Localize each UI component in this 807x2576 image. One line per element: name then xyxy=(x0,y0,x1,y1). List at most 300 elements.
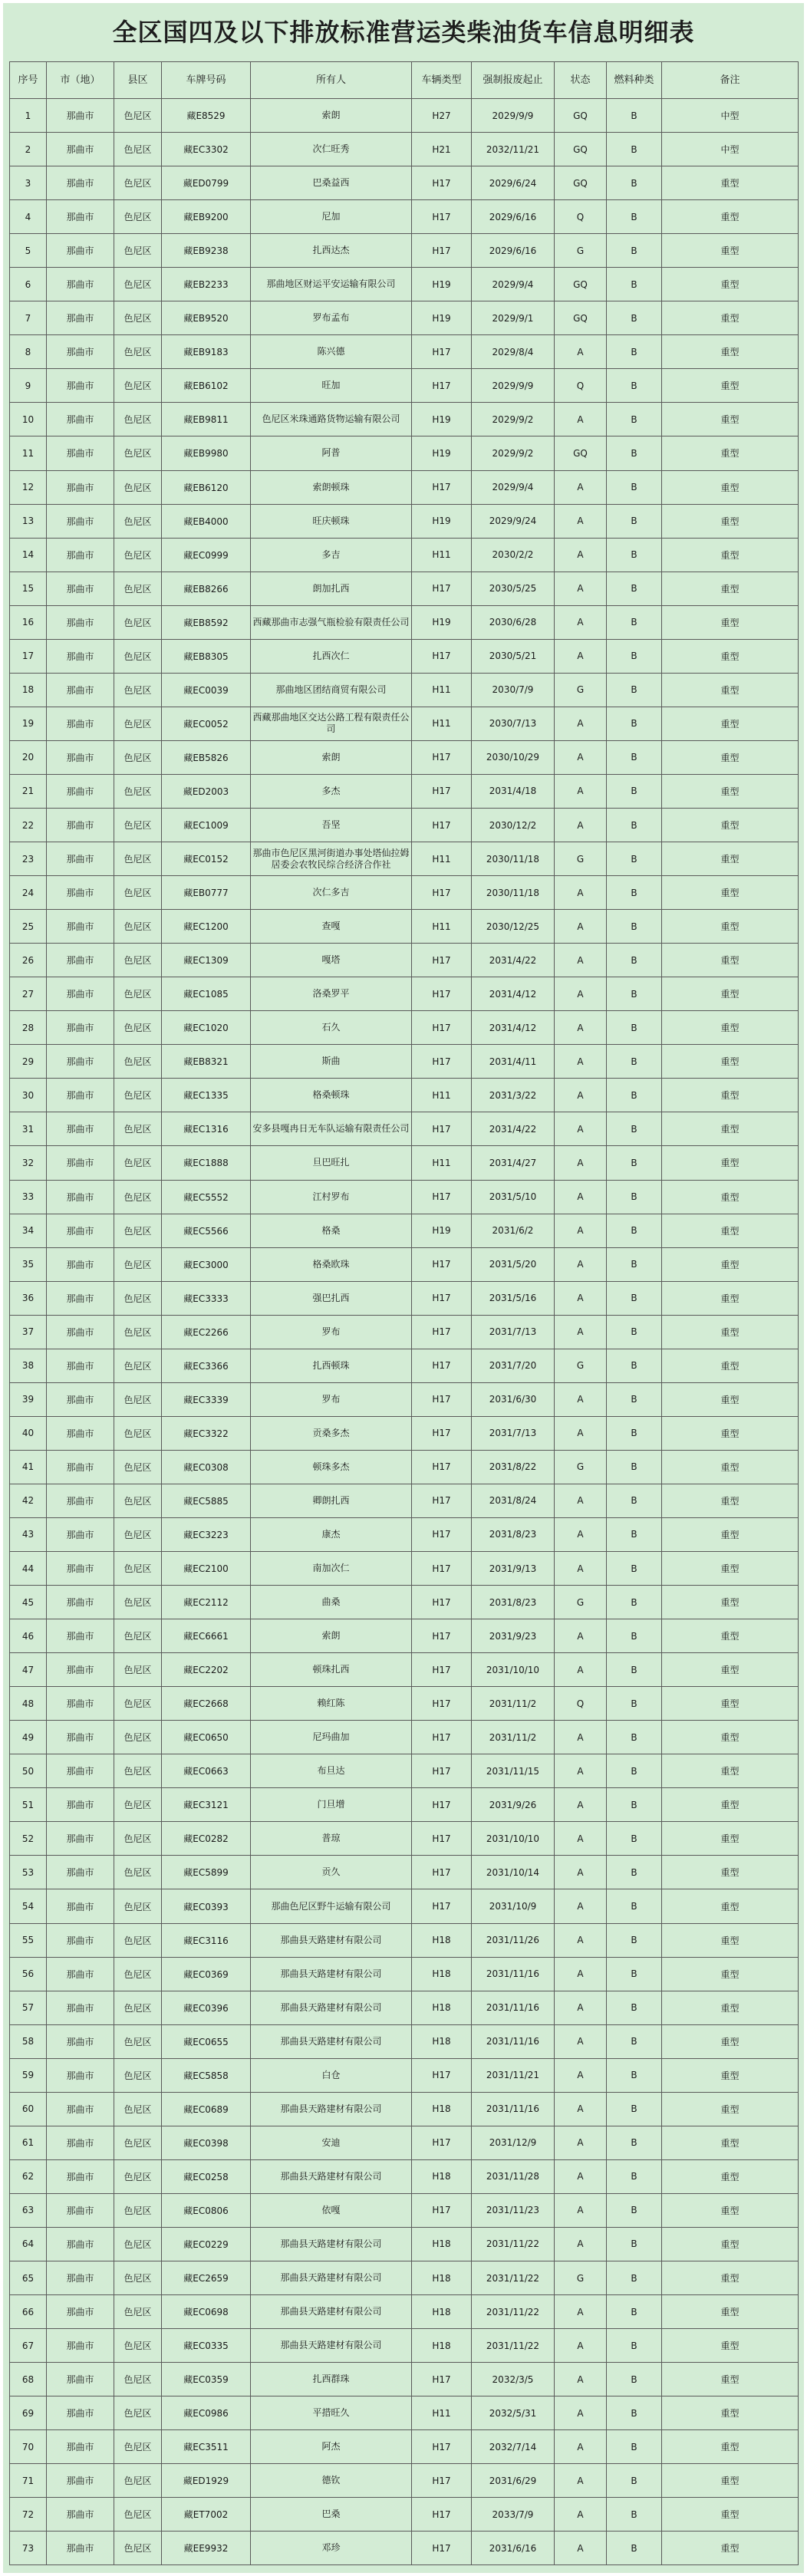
cell-status: A xyxy=(555,1315,607,1349)
cell-index: 73 xyxy=(10,2532,47,2565)
col-header-owner: 所有人 xyxy=(251,62,412,99)
cell-owner: 西藏那曲地区交达公路工程有限责任公司 xyxy=(251,707,412,740)
cell-fuel: B xyxy=(607,605,662,639)
cell-district: 色尼区 xyxy=(114,1653,162,1687)
cell-owner: 那曲县天路建材有限公司 xyxy=(251,2227,412,2261)
cell-remark: 重型 xyxy=(662,639,799,673)
cell-district: 色尼区 xyxy=(114,2329,162,2363)
cell-fuel: B xyxy=(607,470,662,504)
cell-status: A xyxy=(555,1484,607,1517)
cell-plate: 藏EC0398 xyxy=(162,2126,251,2159)
cell-district: 色尼区 xyxy=(114,1382,162,1416)
cell-scrap-date: 2031/11/22 xyxy=(472,2261,555,2295)
cell-index: 52 xyxy=(10,1822,47,1856)
table-row xyxy=(10,1822,799,1856)
cell-city: 那曲市 xyxy=(47,1247,114,1281)
cell-vehicle-type: H17 xyxy=(412,1687,472,1721)
cell-scrap-date: 2031/6/16 xyxy=(472,2532,555,2565)
cell-index: 39 xyxy=(10,1382,47,1416)
cell-owner: 那曲县天路建材有限公司 xyxy=(251,2024,412,2058)
cell-scrap-date: 2031/5/20 xyxy=(472,1247,555,1281)
cell-scrap-date: 2031/11/22 xyxy=(472,2295,555,2329)
cell-index: 6 xyxy=(10,268,47,301)
cell-status: A xyxy=(555,876,607,910)
cell-status: A xyxy=(555,2532,607,2565)
cell-plate: 藏E8529 xyxy=(162,99,251,133)
cell-vehicle-type: H18 xyxy=(412,2329,472,2363)
cell-owner: 洛桑罗平 xyxy=(251,977,412,1011)
cell-city: 那曲市 xyxy=(47,1517,114,1551)
cell-index: 17 xyxy=(10,639,47,673)
cell-owner: 色尼区米珠通路货物运输有限公司 xyxy=(251,403,412,436)
cell-status: GQ xyxy=(555,166,607,200)
cell-plate: 藏EC0308 xyxy=(162,1450,251,1484)
cell-index: 1 xyxy=(10,99,47,133)
cell-city: 那曲市 xyxy=(47,2227,114,2261)
cell-fuel: B xyxy=(607,234,662,268)
cell-remark: 重型 xyxy=(662,1687,799,1721)
table-row xyxy=(10,808,799,842)
cell-fuel: B xyxy=(607,2159,662,2193)
cell-city: 那曲市 xyxy=(47,1721,114,1754)
table-row xyxy=(10,268,799,301)
cell-remark: 重型 xyxy=(662,268,799,301)
cell-fuel: B xyxy=(607,99,662,133)
cell-index: 37 xyxy=(10,1315,47,1349)
cell-vehicle-type: H19 xyxy=(412,268,472,301)
cell-plate: 藏EC2100 xyxy=(162,1552,251,1586)
page-title: 全区国四及以下排放标准营运类柴油货车信息明细表 xyxy=(112,18,695,47)
cell-remark: 重型 xyxy=(662,234,799,268)
cell-status: A xyxy=(555,977,607,1011)
cell-remark: 重型 xyxy=(662,1822,799,1856)
cell-index: 57 xyxy=(10,1991,47,2024)
cell-scrap-date: 2031/12/9 xyxy=(472,2126,555,2159)
cell-district: 色尼区 xyxy=(114,1281,162,1315)
cell-index: 63 xyxy=(10,2193,47,2227)
cell-remark: 重型 xyxy=(662,1957,799,1991)
cell-status: Q xyxy=(555,1687,607,1721)
cell-owner: 格桑 xyxy=(251,1214,412,1247)
cell-scrap-date: 2030/2/2 xyxy=(472,538,555,572)
cell-scrap-date: 2031/11/16 xyxy=(472,2092,555,2126)
cell-status: A xyxy=(555,1416,607,1450)
cell-remark: 重型 xyxy=(662,1889,799,1923)
cell-scrap-date: 2032/11/21 xyxy=(472,133,555,166)
cell-city: 那曲市 xyxy=(47,2126,114,2159)
cell-plate: 藏ED1929 xyxy=(162,2464,251,2498)
table-row xyxy=(10,1214,799,1247)
cell-scrap-date: 2029/6/16 xyxy=(472,200,555,234)
cell-remark: 重型 xyxy=(662,1721,799,1754)
cell-city: 那曲市 xyxy=(47,1653,114,1687)
cell-scrap-date: 2031/9/13 xyxy=(472,1552,555,1586)
cell-fuel: B xyxy=(607,774,662,808)
cell-district: 色尼区 xyxy=(114,2024,162,2058)
col-header-city: 市（地） xyxy=(47,62,114,99)
cell-status: A xyxy=(555,1721,607,1754)
cell-owner: 平措旺久 xyxy=(251,2396,412,2430)
cell-plate: 藏EC1316 xyxy=(162,1112,251,1146)
cell-plate: 藏EC0806 xyxy=(162,2193,251,2227)
cell-scrap-date: 2031/11/22 xyxy=(472,2329,555,2363)
cell-plate: 藏EC3302 xyxy=(162,133,251,166)
cell-vehicle-type: H17 xyxy=(412,1754,472,1788)
table-row xyxy=(10,301,799,335)
cell-vehicle-type: H17 xyxy=(412,808,472,842)
cell-plate: 藏EB5826 xyxy=(162,740,251,774)
cell-district: 色尼区 xyxy=(114,1788,162,1822)
cell-scrap-date: 2031/11/26 xyxy=(472,1923,555,1957)
cell-scrap-date: 2031/11/28 xyxy=(472,2159,555,2193)
col-header-fuel: 燃料种类 xyxy=(607,62,662,99)
cell-index: 72 xyxy=(10,2498,47,2532)
cell-city: 那曲市 xyxy=(47,470,114,504)
cell-district: 色尼区 xyxy=(114,1112,162,1146)
table-row xyxy=(10,707,799,740)
cell-owner: 罗布 xyxy=(251,1382,412,1416)
col-header-status: 状态 xyxy=(555,62,607,99)
table-row xyxy=(10,1754,799,1788)
cell-city: 那曲市 xyxy=(47,2329,114,2363)
cell-district: 色尼区 xyxy=(114,1146,162,1180)
cell-index: 56 xyxy=(10,1957,47,1991)
cell-owner: 那曲县天路建材有限公司 xyxy=(251,2329,412,2363)
cell-scrap-date: 2031/9/26 xyxy=(472,1788,555,1822)
cell-plate: 藏EC0986 xyxy=(162,2396,251,2430)
table-body xyxy=(10,99,799,2565)
cell-index: 64 xyxy=(10,2227,47,2261)
cell-plate: 藏EC0335 xyxy=(162,2329,251,2363)
cell-city: 那曲市 xyxy=(47,639,114,673)
cell-district: 色尼区 xyxy=(114,1721,162,1754)
cell-scrap-date: 2030/12/2 xyxy=(472,808,555,842)
cell-city: 那曲市 xyxy=(47,808,114,842)
cell-fuel: B xyxy=(607,335,662,369)
cell-status: A xyxy=(555,740,607,774)
cell-owner: 那曲市色尼区黑河街道办事处塔仙拉姆居委会农牧民综合经济合作社 xyxy=(251,842,412,876)
table-row xyxy=(10,1349,799,1382)
cell-owner: 旺庆顿珠 xyxy=(251,504,412,538)
cell-status: A xyxy=(555,2024,607,2058)
cell-remark: 重型 xyxy=(662,2159,799,2193)
cell-remark: 重型 xyxy=(662,1788,799,1822)
cell-scrap-date: 2031/11/23 xyxy=(472,2193,555,2227)
cell-index: 27 xyxy=(10,977,47,1011)
cell-scrap-date: 2030/11/18 xyxy=(472,842,555,876)
cell-district: 色尼区 xyxy=(114,2464,162,2498)
cell-scrap-date: 2029/6/16 xyxy=(472,234,555,268)
cell-owner: 吾坚 xyxy=(251,808,412,842)
cell-city: 那曲市 xyxy=(47,977,114,1011)
cell-remark: 重型 xyxy=(662,842,799,876)
cell-plate: 藏EC1309 xyxy=(162,944,251,977)
cell-owner: 阿杰 xyxy=(251,2430,412,2464)
cell-scrap-date: 2031/11/16 xyxy=(472,1991,555,2024)
cell-fuel: B xyxy=(607,1416,662,1450)
cell-city: 那曲市 xyxy=(47,1112,114,1146)
cell-index: 46 xyxy=(10,1619,47,1653)
cell-city: 那曲市 xyxy=(47,268,114,301)
table-row xyxy=(10,1991,799,2024)
cell-fuel: B xyxy=(607,977,662,1011)
cell-fuel: B xyxy=(607,1281,662,1315)
cell-district: 色尼区 xyxy=(114,1687,162,1721)
cell-remark: 重型 xyxy=(662,1180,799,1214)
cell-status: A xyxy=(555,1517,607,1551)
cell-owner: 索朗 xyxy=(251,1619,412,1653)
cell-scrap-date: 2031/11/2 xyxy=(472,1687,555,1721)
cell-city: 那曲市 xyxy=(47,2532,114,2565)
cell-plate: 藏EC5899 xyxy=(162,1856,251,1889)
cell-city: 那曲市 xyxy=(47,2058,114,2092)
cell-index: 8 xyxy=(10,335,47,369)
cell-owner: 安多县嘎冉日无车队运输有限责任公司 xyxy=(251,1112,412,1146)
cell-scrap-date: 2031/10/9 xyxy=(472,1889,555,1923)
cell-fuel: B xyxy=(607,2295,662,2329)
cell-plate: 藏EC0393 xyxy=(162,1889,251,1923)
table-row xyxy=(10,2430,799,2464)
cell-remark: 重型 xyxy=(662,2092,799,2126)
cell-remark: 重型 xyxy=(662,2126,799,2159)
cell-plate: 藏EC0258 xyxy=(162,2159,251,2193)
cell-remark: 重型 xyxy=(662,2363,799,2396)
cell-plate: 藏EC1020 xyxy=(162,1011,251,1045)
cell-district: 色尼区 xyxy=(114,2159,162,2193)
cell-index: 48 xyxy=(10,1687,47,1721)
cell-city: 那曲市 xyxy=(47,504,114,538)
cell-scrap-date: 2031/7/20 xyxy=(472,1349,555,1382)
cell-district: 色尼区 xyxy=(114,707,162,740)
cell-vehicle-type: H17 xyxy=(412,1721,472,1754)
table-row xyxy=(10,1112,799,1146)
cell-vehicle-type: H19 xyxy=(412,436,472,470)
cell-plate: 藏EC3223 xyxy=(162,1517,251,1551)
cell-district: 色尼区 xyxy=(114,2193,162,2227)
cell-fuel: B xyxy=(607,1214,662,1247)
cell-status: A xyxy=(555,2396,607,2430)
table-row xyxy=(10,1484,799,1517)
cell-plate: 藏EC0052 xyxy=(162,707,251,740)
cell-vehicle-type: H11 xyxy=(412,2396,472,2430)
cell-vehicle-type: H11 xyxy=(412,538,472,572)
cell-status: A xyxy=(555,1856,607,1889)
cell-scrap-date: 2031/4/27 xyxy=(472,1146,555,1180)
table-row xyxy=(10,639,799,673)
table-row xyxy=(10,1180,799,1214)
cell-fuel: B xyxy=(607,707,662,740)
cell-owner: 扎西达杰 xyxy=(251,234,412,268)
cell-index: 66 xyxy=(10,2295,47,2329)
cell-city: 那曲市 xyxy=(47,1856,114,1889)
cell-index: 5 xyxy=(10,234,47,268)
table-row xyxy=(10,842,799,876)
cell-index: 42 xyxy=(10,1484,47,1517)
cell-scrap-date: 2031/10/14 xyxy=(472,1856,555,1889)
cell-fuel: B xyxy=(607,2227,662,2261)
cell-remark: 重型 xyxy=(662,2464,799,2498)
cell-plate: 藏EB4000 xyxy=(162,504,251,538)
table-row xyxy=(10,369,799,403)
cell-plate: 藏EB8305 xyxy=(162,639,251,673)
cell-vehicle-type: H17 xyxy=(412,2498,472,2532)
cell-status: A xyxy=(555,1045,607,1079)
cell-remark: 重型 xyxy=(662,774,799,808)
cell-plate: 藏EB2233 xyxy=(162,268,251,301)
cell-scrap-date: 2030/7/13 xyxy=(472,707,555,740)
cell-city: 那曲市 xyxy=(47,2261,114,2295)
cell-fuel: B xyxy=(607,842,662,876)
cell-owner: 扎西群珠 xyxy=(251,2363,412,2396)
cell-scrap-date: 2032/5/31 xyxy=(472,2396,555,2430)
cell-vehicle-type: H17 xyxy=(412,2430,472,2464)
cell-city: 那曲市 xyxy=(47,2430,114,2464)
cell-scrap-date: 2031/8/24 xyxy=(472,1484,555,1517)
cell-status: A xyxy=(555,538,607,572)
cell-vehicle-type: H19 xyxy=(412,1214,472,1247)
cell-index: 43 xyxy=(10,1517,47,1551)
cell-plate: 藏EC1085 xyxy=(162,977,251,1011)
cell-remark: 重型 xyxy=(662,1045,799,1079)
table-row xyxy=(10,2295,799,2329)
cell-owner: 尼玛曲加 xyxy=(251,1721,412,1754)
cell-index: 38 xyxy=(10,1349,47,1382)
cell-district: 色尼区 xyxy=(114,1450,162,1484)
cell-city: 那曲市 xyxy=(47,774,114,808)
cell-plate: 藏EC2112 xyxy=(162,1586,251,1619)
cell-fuel: B xyxy=(607,1079,662,1112)
cell-city: 那曲市 xyxy=(47,1552,114,1586)
cell-district: 色尼区 xyxy=(114,1586,162,1619)
cell-status: A xyxy=(555,1146,607,1180)
cell-district: 色尼区 xyxy=(114,2058,162,2092)
cell-vehicle-type: H17 xyxy=(412,234,472,268)
cell-fuel: B xyxy=(607,1045,662,1079)
cell-remark: 重型 xyxy=(662,707,799,740)
cell-vehicle-type: H11 xyxy=(412,1146,472,1180)
cell-index: 10 xyxy=(10,403,47,436)
cell-status: GQ xyxy=(555,301,607,335)
cell-status: A xyxy=(555,1011,607,1045)
cell-fuel: B xyxy=(607,1247,662,1281)
cell-fuel: B xyxy=(607,1991,662,2024)
cell-remark: 重型 xyxy=(662,977,799,1011)
cell-owner: 那曲色尼区野牛运输有限公司 xyxy=(251,1889,412,1923)
cell-status: A xyxy=(555,808,607,842)
cell-owner: 巴桑益西 xyxy=(251,166,412,200)
cell-status: A xyxy=(555,1281,607,1315)
cell-vehicle-type: H17 xyxy=(412,1349,472,1382)
cell-city: 那曲市 xyxy=(47,842,114,876)
cell-city: 那曲市 xyxy=(47,133,114,166)
cell-plate: 藏EC0689 xyxy=(162,2092,251,2126)
cell-index: 54 xyxy=(10,1889,47,1923)
cell-vehicle-type: H17 xyxy=(412,1552,472,1586)
cell-status: A xyxy=(555,2295,607,2329)
table-row xyxy=(10,1856,799,1889)
cell-district: 色尼区 xyxy=(114,572,162,605)
cell-vehicle-type: H17 xyxy=(412,1484,472,1517)
cell-plate: 藏ED0799 xyxy=(162,166,251,200)
cell-district: 色尼区 xyxy=(114,2295,162,2329)
cell-scrap-date: 2029/9/24 xyxy=(472,504,555,538)
cell-fuel: B xyxy=(607,876,662,910)
cell-remark: 重型 xyxy=(662,1923,799,1957)
cell-owner: 次仁多吉 xyxy=(251,876,412,910)
cell-city: 那曲市 xyxy=(47,1382,114,1416)
cell-fuel: B xyxy=(607,2261,662,2295)
cell-city: 那曲市 xyxy=(47,2024,114,2058)
cell-owner: 康杰 xyxy=(251,1517,412,1551)
cell-plate: 藏EC3339 xyxy=(162,1382,251,1416)
cell-scrap-date: 2029/9/9 xyxy=(472,369,555,403)
cell-fuel: B xyxy=(607,1011,662,1045)
table-row xyxy=(10,2532,799,2565)
cell-fuel: B xyxy=(607,1754,662,1788)
cell-fuel: B xyxy=(607,403,662,436)
cell-vehicle-type: H18 xyxy=(412,2092,472,2126)
cell-fuel: B xyxy=(607,572,662,605)
cell-plate: 藏EC0282 xyxy=(162,1822,251,1856)
cell-remark: 重型 xyxy=(662,1011,799,1045)
cell-index: 45 xyxy=(10,1586,47,1619)
cell-city: 那曲市 xyxy=(47,1281,114,1315)
cell-status: G xyxy=(555,1586,607,1619)
cell-plate: 藏EB9183 xyxy=(162,335,251,369)
cell-owner: 顿珠多杰 xyxy=(251,1450,412,1484)
cell-owner: 罗布孟布 xyxy=(251,301,412,335)
cell-district: 色尼区 xyxy=(114,268,162,301)
cell-remark: 重型 xyxy=(662,1619,799,1653)
table-row xyxy=(10,436,799,470)
cell-city: 那曲市 xyxy=(47,707,114,740)
cell-plate: 藏EC0396 xyxy=(162,1991,251,2024)
cell-fuel: B xyxy=(607,2430,662,2464)
cell-city: 那曲市 xyxy=(47,1687,114,1721)
cell-plate: 藏EC3322 xyxy=(162,1416,251,1450)
cell-remark: 重型 xyxy=(662,1214,799,1247)
cell-plate: 藏ED2003 xyxy=(162,774,251,808)
cell-fuel: B xyxy=(607,2498,662,2532)
cell-city: 那曲市 xyxy=(47,1889,114,1923)
cell-vehicle-type: H19 xyxy=(412,403,472,436)
cell-remark: 重型 xyxy=(662,2498,799,2532)
cell-remark: 重型 xyxy=(662,2024,799,2058)
cell-fuel: B xyxy=(607,1687,662,1721)
table-row xyxy=(10,2126,799,2159)
cell-scrap-date: 2031/5/16 xyxy=(472,1281,555,1315)
cell-remark: 重型 xyxy=(662,504,799,538)
cell-status: A xyxy=(555,1822,607,1856)
cell-index: 23 xyxy=(10,842,47,876)
cell-remark: 重型 xyxy=(662,1112,799,1146)
cell-vehicle-type: H17 xyxy=(412,572,472,605)
cell-district: 色尼区 xyxy=(114,403,162,436)
cell-vehicle-type: H17 xyxy=(412,774,472,808)
cell-plate: 藏EC1335 xyxy=(162,1079,251,1112)
cell-district: 色尼区 xyxy=(114,1957,162,1991)
cell-status: A xyxy=(555,707,607,740)
cell-scrap-date: 2031/8/23 xyxy=(472,1517,555,1551)
cell-city: 那曲市 xyxy=(47,369,114,403)
cell-scrap-date: 2031/11/16 xyxy=(472,1957,555,1991)
cell-remark: 重型 xyxy=(662,1484,799,1517)
cell-index: 35 xyxy=(10,1247,47,1281)
table-row xyxy=(10,910,799,944)
cell-index: 32 xyxy=(10,1146,47,1180)
cell-remark: 重型 xyxy=(662,673,799,707)
cell-vehicle-type: H17 xyxy=(412,1822,472,1856)
